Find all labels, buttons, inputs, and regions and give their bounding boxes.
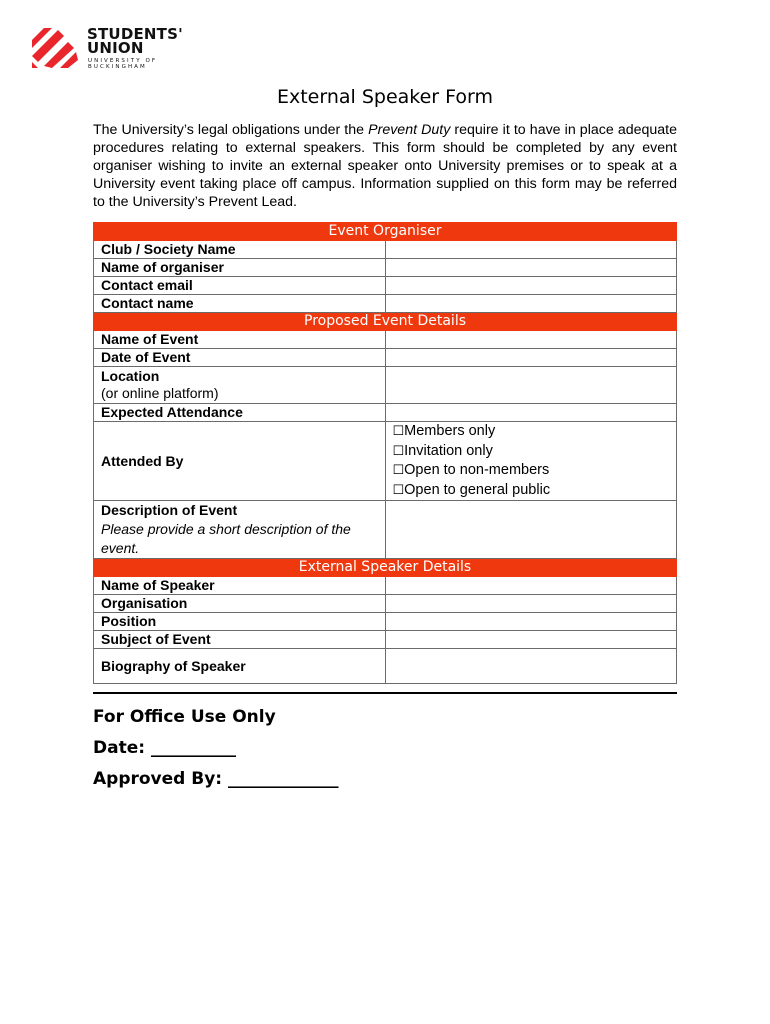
office-divider [93,692,677,694]
label-contact-name: Contact name [94,295,386,313]
input-event-date[interactable] [385,349,677,367]
row-description [94,501,677,559]
label-event-date: Date of Event [94,349,386,367]
intro-text-2: require it to have in place adequate procedures relating to external speakers. This form should be completed by any event organiser wishing to invite an external speaker onto University premises or to speak at a University event taking place off campus. Information supplied on this form may be referred to the University’s Prevent Lead. [93,122,677,210]
label-organisation: Organisation [94,595,386,613]
label-organiser-name: Name of organiser [94,259,386,277]
label-location-note: (or online platform) [101,385,219,401]
intro-emphasis: Prevent Duty [368,122,451,138]
input-location[interactable] [385,367,677,404]
label-description: Description of Event [101,502,238,518]
checkbox-icon[interactable]: ☐ [392,443,405,459]
input-club[interactable] [385,241,677,259]
input-description[interactable] [385,501,677,559]
row-biography [94,649,677,684]
label-speaker-name: Name of Speaker [94,577,386,595]
option-open-non-members-label: Open to non-members [404,462,550,478]
option-invitation-only[interactable] [393,442,670,462]
row-organiser-name [94,259,677,277]
row-attendance [94,404,677,422]
section-header-event-label: Proposed Event Details [94,313,677,331]
row-club [94,241,677,259]
office-approved-field: Approved By: _____________ [93,769,339,789]
office-date-field: Date: __________ [93,738,236,758]
checkbox-icon[interactable]: ☐ [392,482,405,498]
label-contact-email: Contact email [94,277,386,295]
option-members-only-label: Members only [404,423,496,439]
input-contact-name[interactable] [385,295,677,313]
option-members-only[interactable] [393,422,670,442]
checkbox-icon[interactable]: ☐ [392,424,405,439]
input-subject[interactable] [385,631,677,649]
logo-subtext-line1: UNIVERSITY OF [88,58,158,64]
students-union-logo [30,26,200,74]
label-attendance: Expected Attendance [94,404,386,422]
input-contact-email[interactable] [385,277,677,295]
logo-subtext-line2: BUCKINGHAM [88,64,147,70]
logo-text-line2: UNION [87,39,144,57]
section-header-organiser-label: Event Organiser [94,223,677,241]
input-organiser-name[interactable] [385,259,677,277]
office-use-heading: For Office Use Only [93,707,276,727]
label-biography: Biography of Speaker [94,649,386,684]
section-header-speaker [94,559,677,577]
checkbox-icon[interactable]: ☐ [392,463,405,478]
label-club: Club / Society Name [94,241,386,259]
section-header-speaker-label: External Speaker Details [94,559,677,577]
row-speaker-name [94,577,677,595]
label-position: Position [94,613,386,631]
intro-paragraph [93,121,677,211]
input-speaker-name[interactable] [385,577,677,595]
input-attendance[interactable] [385,404,677,422]
form-title: External Speaker Form [276,86,494,108]
option-open-general-public-label: Open to general public [404,481,551,498]
intro-text-1: The University’s legal obligations under the [93,122,369,138]
row-position [94,613,677,631]
input-biography[interactable] [385,649,677,684]
students-union-logo-mark-icon [30,26,80,70]
option-open-general-public[interactable] [393,481,670,501]
section-header-event [94,313,677,331]
label-location-cell [94,367,386,404]
label-description-cell [94,501,386,559]
section-header-organiser [94,223,677,241]
label-description-note: Please provide a short description of the event. [101,521,351,556]
label-attended-by: Attended By [94,422,386,501]
input-organisation[interactable] [385,595,677,613]
option-open-non-members[interactable] [393,461,670,481]
input-event-name[interactable] [385,331,677,349]
row-subject [94,631,677,649]
input-position[interactable] [385,613,677,631]
logo-text-line1: STUDENTS' [87,25,183,43]
row-attended-by [94,422,677,501]
attended-by-options [385,422,677,501]
row-organisation [94,595,677,613]
row-event-name [94,331,677,349]
row-contact-email [94,277,677,295]
label-subject: Subject of Event [94,631,386,649]
speaker-form-table [93,222,677,684]
row-location [94,367,677,404]
option-invitation-only-label: Invitation only [404,442,493,459]
row-contact-name [94,295,677,313]
row-event-date [94,349,677,367]
label-event-name: Name of Event [94,331,386,349]
label-location: Location [101,368,160,384]
